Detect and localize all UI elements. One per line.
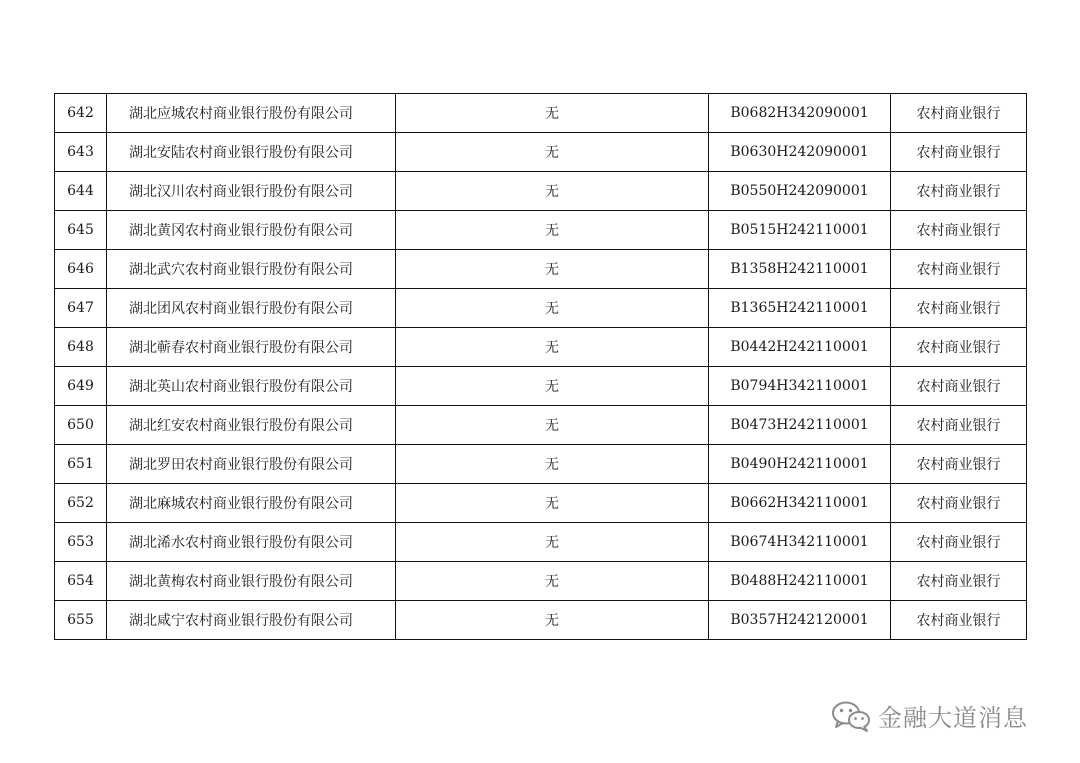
row-number: 649	[55, 367, 107, 406]
institution-name: 湖北罗田农村商业银行股份有限公司	[107, 445, 396, 484]
watermark	[830, 698, 1028, 733]
watermark-text: 金融大道消息	[878, 704, 1028, 732]
note-cell: 无	[396, 133, 709, 172]
institution-name: 湖北武穴农村商业银行股份有限公司	[107, 250, 396, 289]
license-code: B0515H242110001	[709, 211, 891, 250]
institution-type: 农村商业银行	[891, 523, 1027, 562]
table-row	[55, 172, 1027, 211]
institution-name: 湖北黄冈农村商业银行股份有限公司	[107, 211, 396, 250]
row-number: 647	[55, 289, 107, 328]
note-cell: 无	[396, 562, 709, 601]
institution-type: 农村商业银行	[891, 367, 1027, 406]
table-row	[55, 289, 1027, 328]
license-code: B0674H342110001	[709, 523, 891, 562]
row-number: 651	[55, 445, 107, 484]
institution-name: 湖北英山农村商业银行股份有限公司	[107, 367, 396, 406]
table-row	[55, 250, 1027, 289]
institution-type: 农村商业银行	[891, 94, 1027, 133]
table-row	[55, 523, 1027, 562]
table-row	[55, 406, 1027, 445]
institution-type: 农村商业银行	[891, 250, 1027, 289]
license-code: B1365H242110001	[709, 289, 891, 328]
institution-name: 湖北麻城农村商业银行股份有限公司	[107, 484, 396, 523]
license-code: B0550H242090001	[709, 172, 891, 211]
note-cell: 无	[396, 289, 709, 328]
institution-name: 湖北红安农村商业银行股份有限公司	[107, 406, 396, 445]
institution-type: 农村商业银行	[891, 211, 1027, 250]
institution-name: 湖北应城农村商业银行股份有限公司	[107, 94, 396, 133]
row-number: 648	[55, 328, 107, 367]
note-cell: 无	[396, 250, 709, 289]
table-row	[55, 562, 1027, 601]
license-code: B0490H242110001	[709, 445, 891, 484]
row-number: 645	[55, 211, 107, 250]
institution-name: 湖北浠水农村商业银行股份有限公司	[107, 523, 396, 562]
license-code: B0473H242110001	[709, 406, 891, 445]
institution-type: 农村商业银行	[891, 406, 1027, 445]
wechat-icon	[830, 699, 872, 733]
note-cell: 无	[396, 601, 709, 640]
table-row	[55, 328, 1027, 367]
note-cell: 无	[396, 484, 709, 523]
institution-type: 农村商业银行	[891, 289, 1027, 328]
note-cell: 无	[396, 94, 709, 133]
institution-name: 湖北安陆农村商业银行股份有限公司	[107, 133, 396, 172]
row-number: 655	[55, 601, 107, 640]
table-row	[55, 94, 1027, 133]
note-cell: 无	[396, 172, 709, 211]
row-number: 644	[55, 172, 107, 211]
institution-type: 农村商业银行	[891, 445, 1027, 484]
license-code: B0630H242090001	[709, 133, 891, 172]
institution-type: 农村商业银行	[891, 172, 1027, 211]
institution-type: 农村商业银行	[891, 601, 1027, 640]
table-body	[55, 94, 1027, 640]
note-cell: 无	[396, 328, 709, 367]
table-row	[55, 445, 1027, 484]
note-cell: 无	[396, 523, 709, 562]
license-code: B0442H242110001	[709, 328, 891, 367]
license-code: B1358H242110001	[709, 250, 891, 289]
table-row	[55, 133, 1027, 172]
institution-name: 湖北汉川农村商业银行股份有限公司	[107, 172, 396, 211]
row-number: 654	[55, 562, 107, 601]
license-code: B0488H242110001	[709, 562, 891, 601]
institution-table	[54, 93, 1027, 640]
institution-type: 农村商业银行	[891, 133, 1027, 172]
row-number: 652	[55, 484, 107, 523]
institution-type: 农村商业银行	[891, 484, 1027, 523]
table-row	[55, 484, 1027, 523]
note-cell: 无	[396, 211, 709, 250]
license-code: B0794H342110001	[709, 367, 891, 406]
note-cell: 无	[396, 367, 709, 406]
institution-name: 湖北团风农村商业银行股份有限公司	[107, 289, 396, 328]
row-number: 643	[55, 133, 107, 172]
table-row	[55, 367, 1027, 406]
institution-type: 农村商业银行	[891, 562, 1027, 601]
institution-type: 农村商业银行	[891, 328, 1027, 367]
license-code: B0682H342090001	[709, 94, 891, 133]
row-number: 642	[55, 94, 107, 133]
row-number: 653	[55, 523, 107, 562]
institution-name: 湖北黄梅农村商业银行股份有限公司	[107, 562, 396, 601]
table-row	[55, 211, 1027, 250]
institution-name: 湖北咸宁农村商业银行股份有限公司	[107, 601, 396, 640]
note-cell: 无	[396, 445, 709, 484]
row-number: 646	[55, 250, 107, 289]
row-number: 650	[55, 406, 107, 445]
license-code: B0357H242120001	[709, 601, 891, 640]
note-cell: 无	[396, 406, 709, 445]
institution-name: 湖北蕲春农村商业银行股份有限公司	[107, 328, 396, 367]
license-code: B0662H342110001	[709, 484, 891, 523]
table-row	[55, 601, 1027, 640]
